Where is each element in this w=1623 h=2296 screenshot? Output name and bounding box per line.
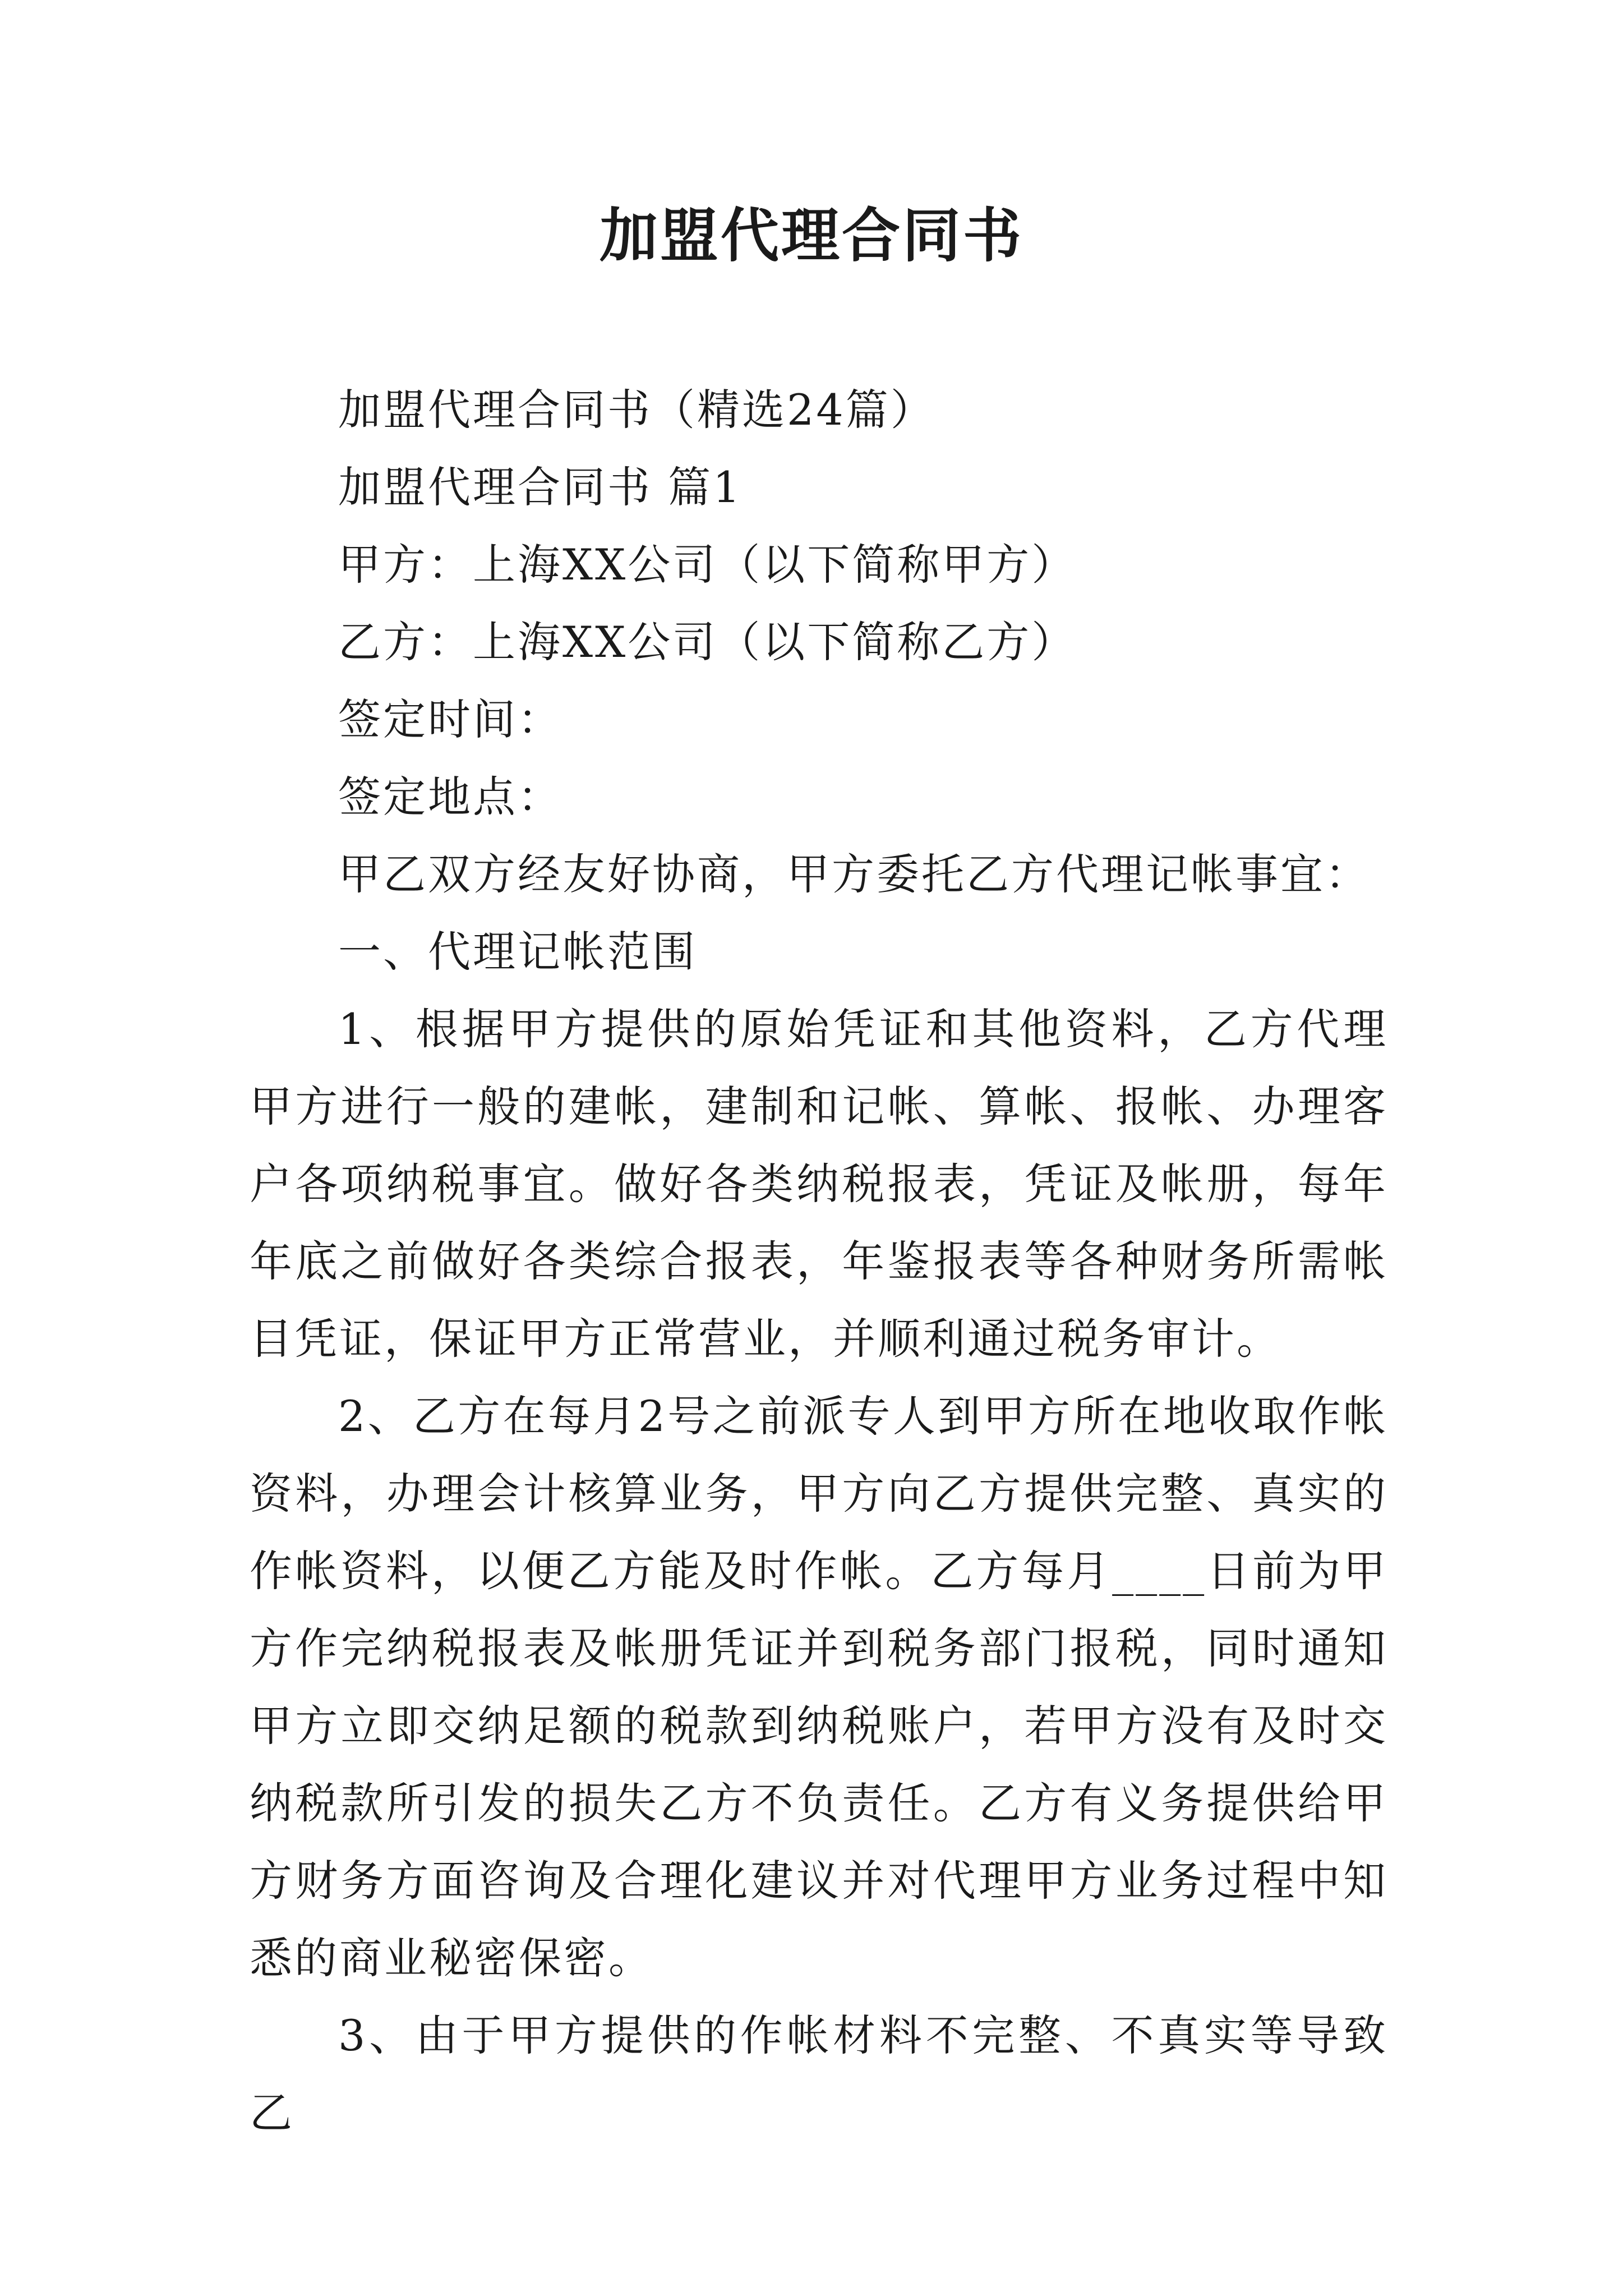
paragraph-clause-3: 3、由于甲方提供的作帐材料不完整、不真实等导致乙	[250, 2010, 1388, 2138]
paragraph-signing-place: 签定地点：	[338, 772, 562, 822]
paragraph-clause-2: 2、乙方在每月2号之前派专人到甲方所在地收取作帐资料，办理会计核算业务，甲方向乙方提供完整、真实的作帐资料，以便乙方能及时作帐。乙方每月____日前为甲方作完纳税报表及帐册凭证并到税务部门报税，同时通知甲方立即交纳足额的税款到纳税账户，若甲方没有及时交纳税款所引发的损失乙方不负责任。乙方有义务提供给甲方财务方面咨询及合理化建议并对代理甲方业务过程中知悉的商业秘密保密。	[250, 1391, 1388, 1983]
paragraph-subtitle: 加盟代理合同书（精选24篇）	[338, 385, 935, 435]
document-body	[250, 371, 1388, 2152]
paragraph-signing-time: 签定时间：	[338, 694, 562, 744]
paragraph-section-heading: 加盟代理合同书 篇1	[338, 462, 743, 512]
paragraph-preamble: 甲乙双方经友好协商，甲方委托乙方代理记帐事宜：	[338, 849, 1370, 899]
paragraph-scope-heading: 一、代理记帐范围	[338, 927, 697, 977]
paragraph-party-b: 乙方：上海XX公司（以下简称乙方）	[338, 617, 1077, 667]
paragraph-clause-1: 1、根据甲方提供的原始凭证和其他资料，乙方代理甲方进行一般的建帐，建制和记帐、算帐、报帐、办理客户各项纳税事宜。做好各类纳税报表，凭证及帐册，每年年底之前做好各类综合报表，年鉴报表等各种财务所需帐目凭证，保证甲方正常营业，并顺利通过税务审计。	[250, 1004, 1388, 1364]
document-title: 加盟代理合同书	[599, 201, 1023, 270]
paragraph-party-a: 甲方：上海XX公司（以下简称甲方）	[338, 540, 1077, 590]
